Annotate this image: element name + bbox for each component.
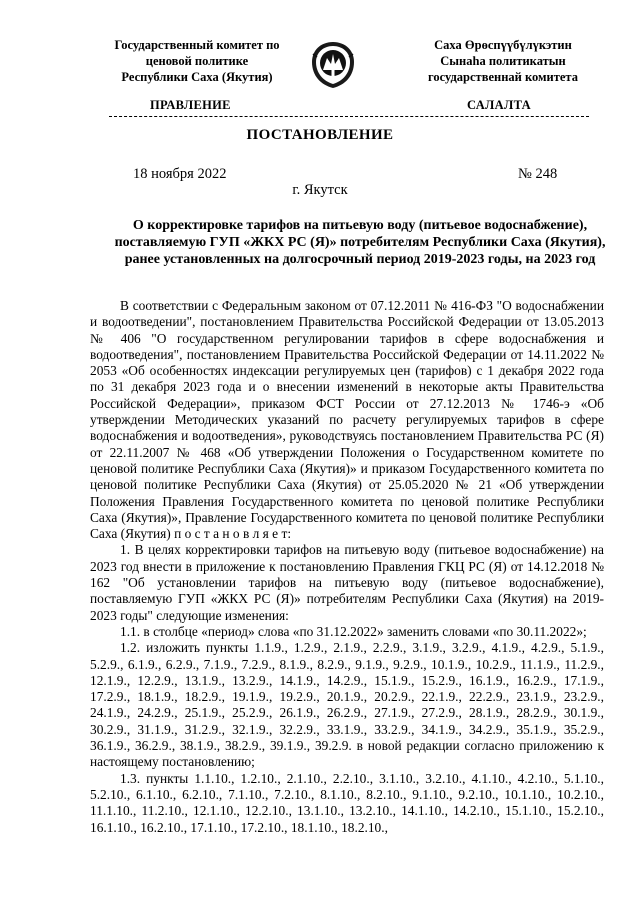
header-left-line: Республики Саха (Якутия)	[121, 70, 273, 84]
document-number: № 248	[518, 166, 558, 182]
document-type: ПОСТАНОВЛЕНИЕ	[246, 127, 394, 143]
body-paragraph: 1. В целях корректировки тарифов на питьевую воду (питьевое водоснабжение) на 2023 год внести в приложение к постановлению Правления ГКЦ РС (Я) от 14.12.2018 № 162 "Об установлении тарифов на питьевую воду (питьевое водоснабжение), поставляемую ГУП «ЖКХ РС (Я)» потребителям Республики Саха (Якутия) на 2019-2023 годы" следующие изменения:	[90, 542, 604, 623]
header-left-line: Государственный комитет по	[114, 38, 280, 52]
header-left-line: ценовой политике	[145, 54, 249, 68]
document-date: 18 ноября 2022	[133, 166, 227, 182]
header-right-line: Саха Өрөспүүбүлүкэтин	[434, 38, 572, 52]
body-paragraph: В соответствии с Федеральным законом от 07.12.2011 № 416-ФЗ "О водоснабжении и водоотведении", постановлением Правительства Российской Федерации от 13.05.2013 № 406 "О государственном регулировании тарифов в сфере водоснабжения и водоотведения", постановлением Правительства Российской Федерации от 14.11.2022 № 2053 «Об особенностях индексации регулируемых цен (тарифов) с 1 декабря 2022 года по 31 декабря 2023 года и о внесении изменений в некоторые акты Правительства Российской Федерации», приказом ФСТ России от 27.12.2013 № 1746-э «Об утверждении Методических указаний по расчету регулируемых тарифов в сфере водоснабжения и водоотведения», руководствуясь постановлением Правительства РС (Я) от 22.11.2007 № 468 «Об утверждении Положения о Государственном комитете по ценовой политике Республики Саха (Якутия)» и приказом Государственного комитета по ценовой политике Республики Саха (Якутия) от 25.05.2020 № 21 «Об утверждении Положения Правления Государственного комитета по ценовой политике Республики Саха (Якутия)», Правление Государственного комитета по ценовой политике Республики Саха (Якутия) п о с т а н о в л я е т:	[90, 298, 604, 542]
document-title: О корректировке тарифов на питьевую воду (питьевое водоснабжение), поставляемую ГУП «ЖКХ РС (Я)» потребителям Республики Саха (Якутия), ранее установленных на долгосрочный период 2019-2023 годы, на 2023 год	[114, 218, 606, 267]
body-paragraph: 1.2. изложить пункты 1.1.9., 1.2.9., 2.1.9., 2.2.9., 3.1.9., 3.2.9., 4.1.9., 4.2.9., 5.1.9., 5.2.9., 6.1.9., 6.2.9., 7.1.9., 7.2.9., 8.1.9., 8.2.9., 9.1.9., 9.2.9., 10.1.9., 10.2.9., 11.1.9., 11.2.9., 12.1.9., 12.2.9., 13.1.9., 13.2.9., 14.1.9., 14.2.9., 15.1.9., 15.2.9., 16.1.9., 16.2.9., 17.1.9., 17.2.9., 18.1.9., 18.2.9., 19.1.9., 19.2.9., 20.1.9., 20.2.9., 22.1.9., 22.2.9., 23.1.9., 23.2.9., 24.1.9., 24.2.9., 25.1.9., 25.2.9., 26.1.9., 26.2.9., 27.1.9., 27.2.9., 28.1.9., 28.2.9., 30.1.9., 30.2.9., 31.1.9., 31.2.9., 32.1.9., 32.2.9., 33.1.9., 33.2.9., 34.1.9., 34.2.9., 35.1.9., 35.2.9., 36.1.9., 36.2.9., 38.1.9., 38.2.9., 39.1.9., 39.2.9. в новой редакции согласно приложению к настоящему постановлению;	[90, 640, 604, 770]
body-paragraph: 1.1. в столбце «период» слова «по 31.12.2022» заменить словами «по 30.11.2022»;	[120, 623, 587, 639]
body-paragraph: 1.3. пункты 1.1.10., 1.2.10., 2.1.10., 2.2.10., 3.1.10., 3.2.10., 4.1.10., 4.2.10., 5.1.10., 5.2.10., 6.1.10., 6.2.10., 7.1.10., 7.2.10., 8.1.10., 8.2.10., 9.1.10., 9.2.10., 10.1.10., 10.2.10., 11.1.10., 11.2.10., 12.1.10., 12.2.10., 13.1.10., 13.2.10., 14.1.10., 14.2.10., 15.1.10., 15.2.10., 16.1.10., 16.2.10., 17.1.10., 17.2.10., 18.1.10., 18.2.10.,	[90, 770, 604, 835]
coat-of-arms-icon	[309, 40, 357, 90]
board-label-ru: ПРАВЛЕНИЕ	[150, 98, 231, 112]
header-right-block	[388, 37, 618, 85]
board-label-sakha: САЛАЛТА	[467, 98, 531, 112]
document-body	[90, 298, 604, 836]
header-right-line: государственнай комитета	[428, 70, 578, 84]
header-left-block	[82, 37, 312, 85]
header-right-line: Сынаһа политикатын	[440, 54, 566, 68]
document-city: г. Якутск	[292, 182, 348, 198]
header-divider	[109, 116, 589, 117]
